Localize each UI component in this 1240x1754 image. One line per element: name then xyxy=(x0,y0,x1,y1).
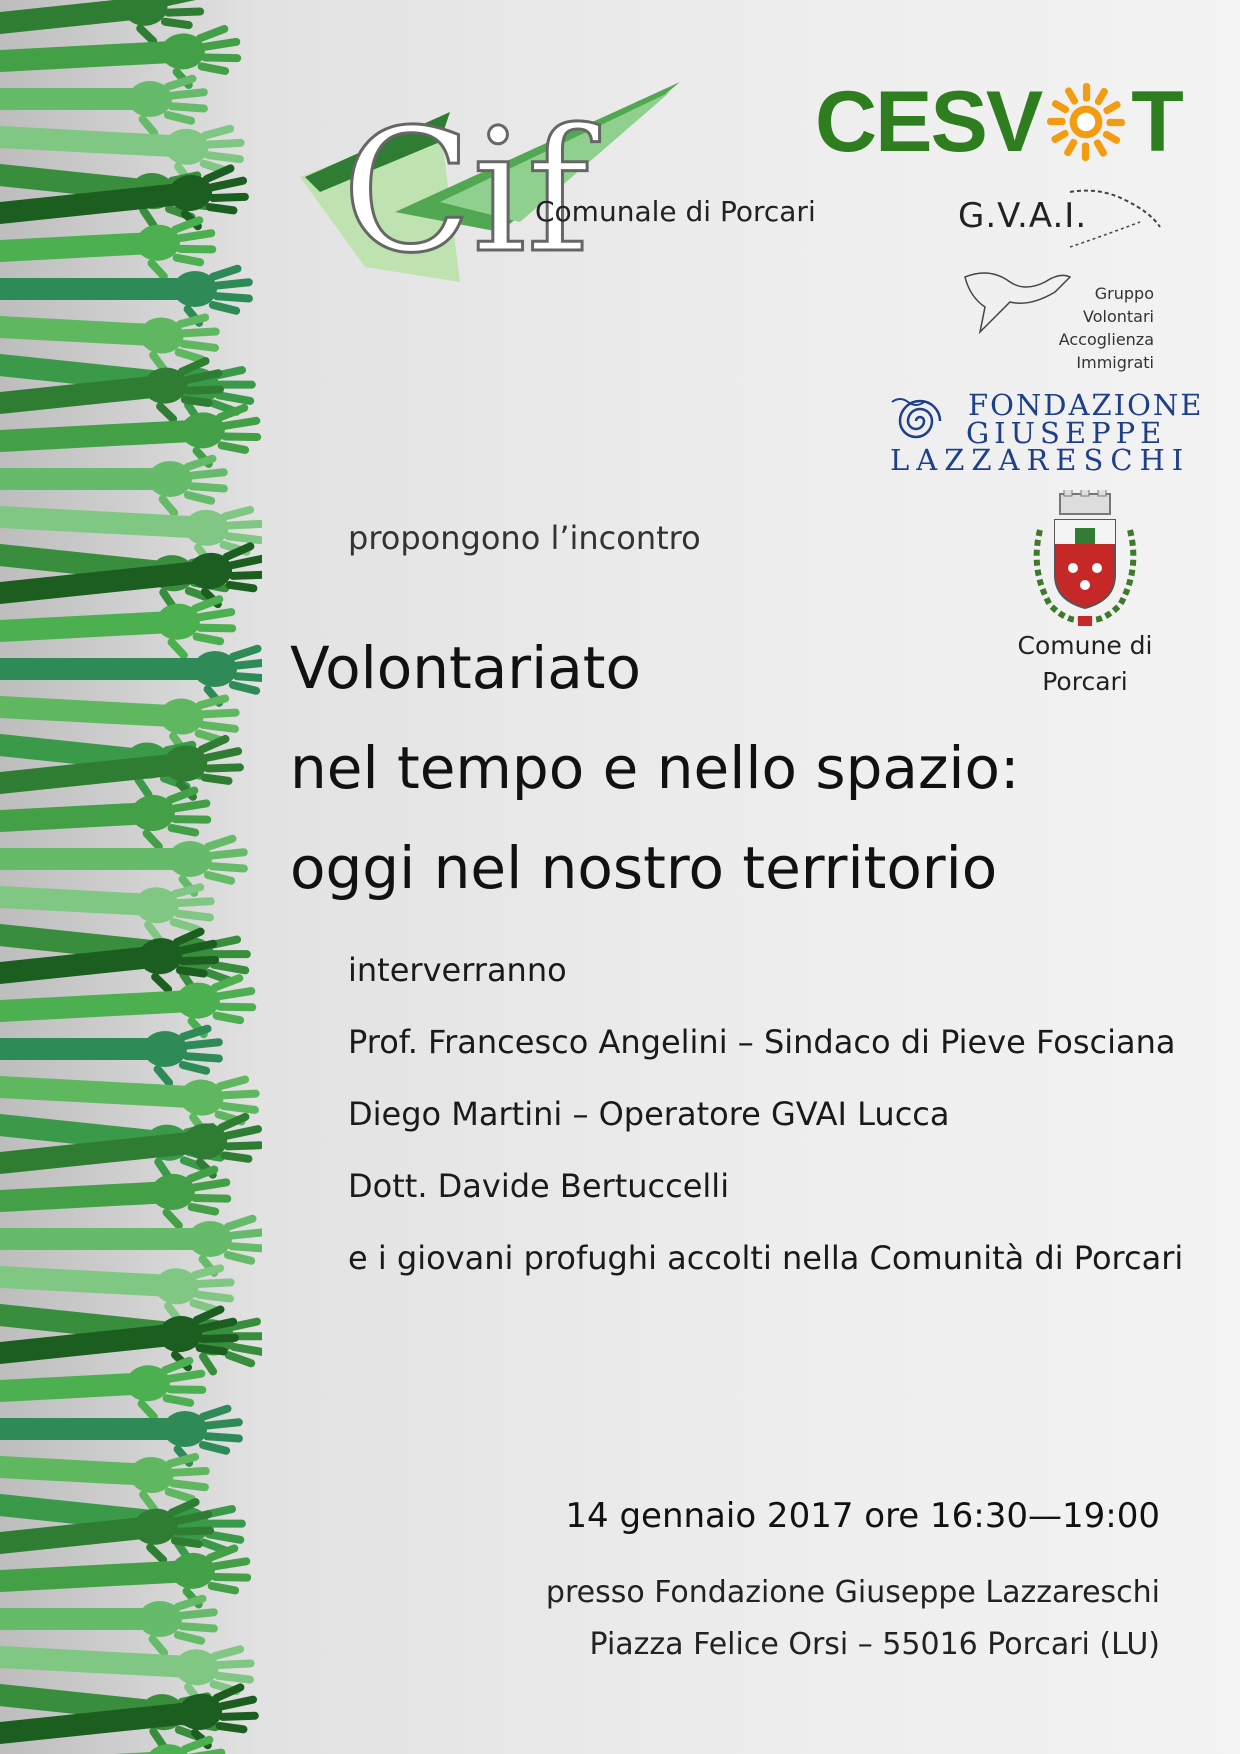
hands-decoration xyxy=(0,0,262,1754)
comune-label-line2: Porcari xyxy=(1042,667,1128,696)
speaker-item: Dott. Davide Bertuccelli xyxy=(348,1167,730,1205)
speaker-item: Diego Martini – Operatore GVAI Lucca xyxy=(348,1095,950,1133)
comune-label xyxy=(995,628,1175,700)
speaker-item: e i giovani profughi accolti nella Comunità di Porcari xyxy=(348,1239,1184,1277)
fondazione-line3: LAZZARESCHI xyxy=(890,443,1191,477)
intro-text: propongono l’incontro xyxy=(348,519,701,557)
cif-letters: Cif xyxy=(342,93,590,291)
title-line: nel tempo e nello spazio: xyxy=(290,734,1020,802)
fondazione-line2: GIUSEPPE xyxy=(966,416,1167,450)
cif-label: Comunale di Porcari xyxy=(535,195,816,228)
venue-line: presso Fondazione Giuseppe Lazzareschi xyxy=(545,1575,1160,1610)
spiral-icon xyxy=(890,394,950,448)
event-title xyxy=(290,618,1020,918)
cesvot-text-left: CESV xyxy=(815,74,1042,170)
event-datetime: 14 gennaio 2017 ore 16:30—19:00 xyxy=(565,1496,1160,1536)
hands-illustration xyxy=(0,0,262,1754)
gvai-subtitle-line: Gruppo xyxy=(1094,284,1154,303)
title-line: Volontariato xyxy=(290,634,642,702)
speakers-heading: interverranno xyxy=(348,951,567,989)
speaker-item: Prof. Francesco Angelini – Sindaco di Pieve Fosciana xyxy=(348,1023,1176,1061)
gvai-subtitle-line: Accoglienza xyxy=(1058,330,1154,349)
gvai-subtitle-line: Immigrati xyxy=(1076,353,1154,372)
gvai-subtitle xyxy=(1059,282,1154,374)
gvai-title: G.V.A.I. xyxy=(958,196,1088,236)
comune-label-line1: Comune di xyxy=(1017,631,1153,660)
fondazione-logo xyxy=(890,388,1204,478)
event-venue xyxy=(546,1567,1160,1671)
gvai-subtitle-line: Volontari xyxy=(1083,307,1154,326)
cesvot-text-right: T xyxy=(1131,74,1182,170)
sun-icon xyxy=(1045,81,1127,163)
speakers-list xyxy=(348,948,1183,1308)
comune-crest-icon xyxy=(1020,490,1150,630)
cif-logo xyxy=(300,82,820,292)
title-line: oggi nel nostro territorio xyxy=(290,834,998,902)
fondazione-line1: FONDAZIONE xyxy=(968,388,1204,422)
venue-line: Piazza Felice Orsi – 55016 Porcari (LU) xyxy=(589,1627,1160,1662)
cesvot-logo xyxy=(815,72,1182,172)
